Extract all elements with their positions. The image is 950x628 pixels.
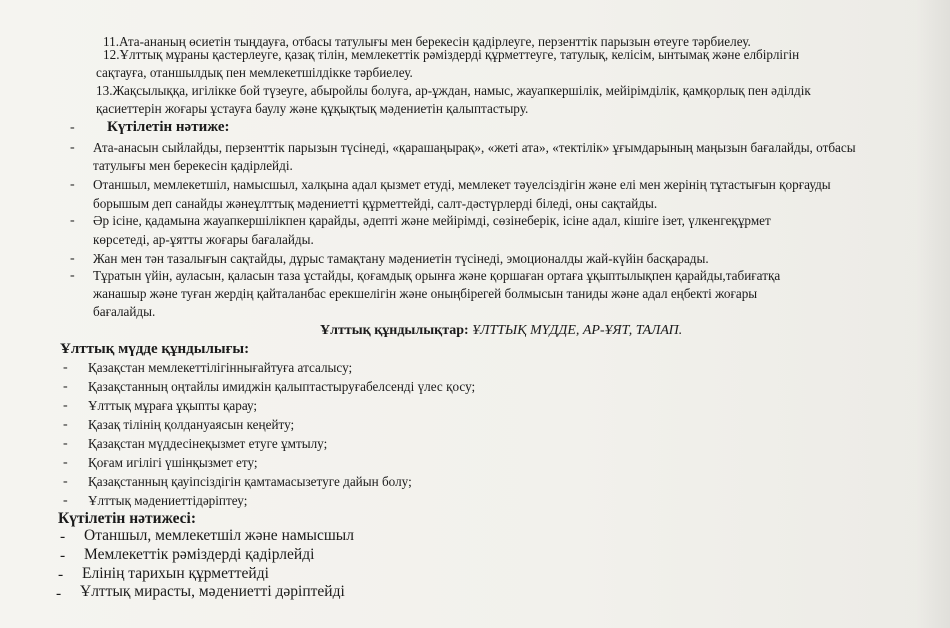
national-values-label: Ұлттық құндылықтар: [320,323,469,338]
dash-marker: - [60,528,66,545]
dash-marker: - [56,585,62,602]
page-edge-shadow [916,0,950,628]
paragraph-12-cont: сақтауға, отаншылдық пен мемлекетшілдікке тәрбиелеу. [96,65,413,80]
result-item-4: Жан мен тән тазалығын сақтайды, дұрыс тамақтану мәдениетін түсінеді, эмоционалды жай-күйін басқарады. [93,251,709,266]
paragraph-13-cont: қасиеттерін жоғары ұстауға баулу және құқықтық мәдениетін қалыптастыру. [96,101,529,116]
result2-item-3: Елінің тарихын құрметтейді [82,565,269,582]
result-item-2-cont: борышым деп санайды жәнеұлттық мәдениетті құрметтейді, салт-дәстүрлерді біледі, оны сақтайды. [93,196,658,211]
result-item-3-cont: көрсетеді, ар-ұятты жоғары бағалайды. [93,232,314,247]
result2-item-4: Ұлттық мирасты, мәдениетті дәріптейді [80,583,345,600]
dash-marker: - [63,360,68,375]
result-item-1-cont: татулығы мен берекесін қадірлейді. [93,158,293,173]
result-item-5-cont: жанашыр және туған жердің қайталанбас ерекшелігін және оныңбірегей болмысын таниды және адал еңбекті жоғары [93,286,758,301]
dash-marker: - [63,417,68,432]
dash-marker: - [63,455,68,470]
dash-marker: - [70,177,75,192]
interest-item-8: Ұлттық мәдениеттідәріптеу; [88,493,248,508]
national-values-title [320,322,682,339]
result2-item-1: Отаншыл, мемлекетшіл және намысшыл [84,527,354,544]
interest-item-4: Қазақ тілінің қолдануаясын кеңейту; [88,417,295,432]
dash-marker: - [63,436,68,451]
dash-marker: - [70,213,75,228]
expected-result2-heading: Күтілетін нәтижесі: [58,510,197,527]
interest-item-2: Қазақстанның оңтайлы имиджін қалыптастыруғабелсенді үлес қосу; [88,379,476,394]
interest-item-7: Қазақстанның қауіпсіздігін қамтамасызетуге дайын болу; [88,474,412,489]
result-item-2: Отаншыл, мемлекетшіл, намысшыл, халқына адал қызмет етуді, мемлекет тәуелсіздігін және елі мен жерінің тұтастығын қорғауды [93,177,831,192]
result-item-1: Ата-анасын сыйлайды, перзенттік парызын түсінеді, «қарашаңырақ», «жеті ата», «тектілік» ұғымдарының маңызын бағалайды, отбасы [93,140,856,155]
interest-item-3: Ұлттық мұраға ұқыпты қарау; [88,398,258,413]
dash-marker: - [70,120,75,135]
dash-marker: - [63,398,68,413]
dash-marker: - [70,140,75,155]
dash-marker: - [70,268,75,283]
dash-marker: - [63,474,68,489]
result-item-3: Әр ісіне, қадамына жауапкершілікпен қарайды, әдепті және мейірімді, сөзінеберік, ісіне адал, кішіге ізет, үлкенгеқұрмет [93,213,771,228]
dash-marker: - [63,493,68,508]
national-values-items: ҰЛТТЫҚ МҮДДЕ, АР-ҰЯТ, ТАЛАП. [472,323,683,338]
interest-item-5: Қазақстан мүддесінеқызмет етуге ұмтылу; [88,436,328,451]
paragraph-12: 12.Ұлттық мұраны қастерлеуге, қазақ тілін, мемлекеттік рәміздерді құрметтеуге, татулық, келісім, ынтымақ және елбірлігін [103,47,800,62]
expected-result-heading: Күтілетін нәтиже: [107,119,230,135]
paragraph-13: 13.Жақсылыққа, игілікке бой түзеуге, абыройлы болуға, ар-ұждан, намыс, жауапкершілік, мейірімділік, қамқорлық пен әділдік [96,83,811,98]
dash-marker: - [60,547,66,564]
dash-marker: - [63,379,68,394]
dash-marker: - [70,251,75,266]
paragraph-11: 11.Ата-ананың өсиетін тыңдауға, отбасы татулығы мен берекесін қадірлеуге, перзенттік парызын өтеуге тәрбиелеу. [103,34,751,49]
dash-marker: - [58,566,64,583]
interest-item-6: Қоғам игілігі үшінқызмет ету; [88,455,258,470]
result2-item-2: Мемлекеттік рәміздерді қадірлейді [84,546,315,563]
result-item-5-cont2: бағалайды. [93,304,156,319]
interest-item-1: Қазақстан мемлекеттілігіннығайтуға атсалысу; [88,360,353,375]
national-interest-heading: Ұлттық мүдде құндылығы: [60,341,250,357]
result-item-5: Тұратын үйін, ауласын, қаласын таза ұстайды, қоғамдық орынға және қоршаған ортаға ұқыптылықпен қарайды,табиғатқа [93,268,781,283]
